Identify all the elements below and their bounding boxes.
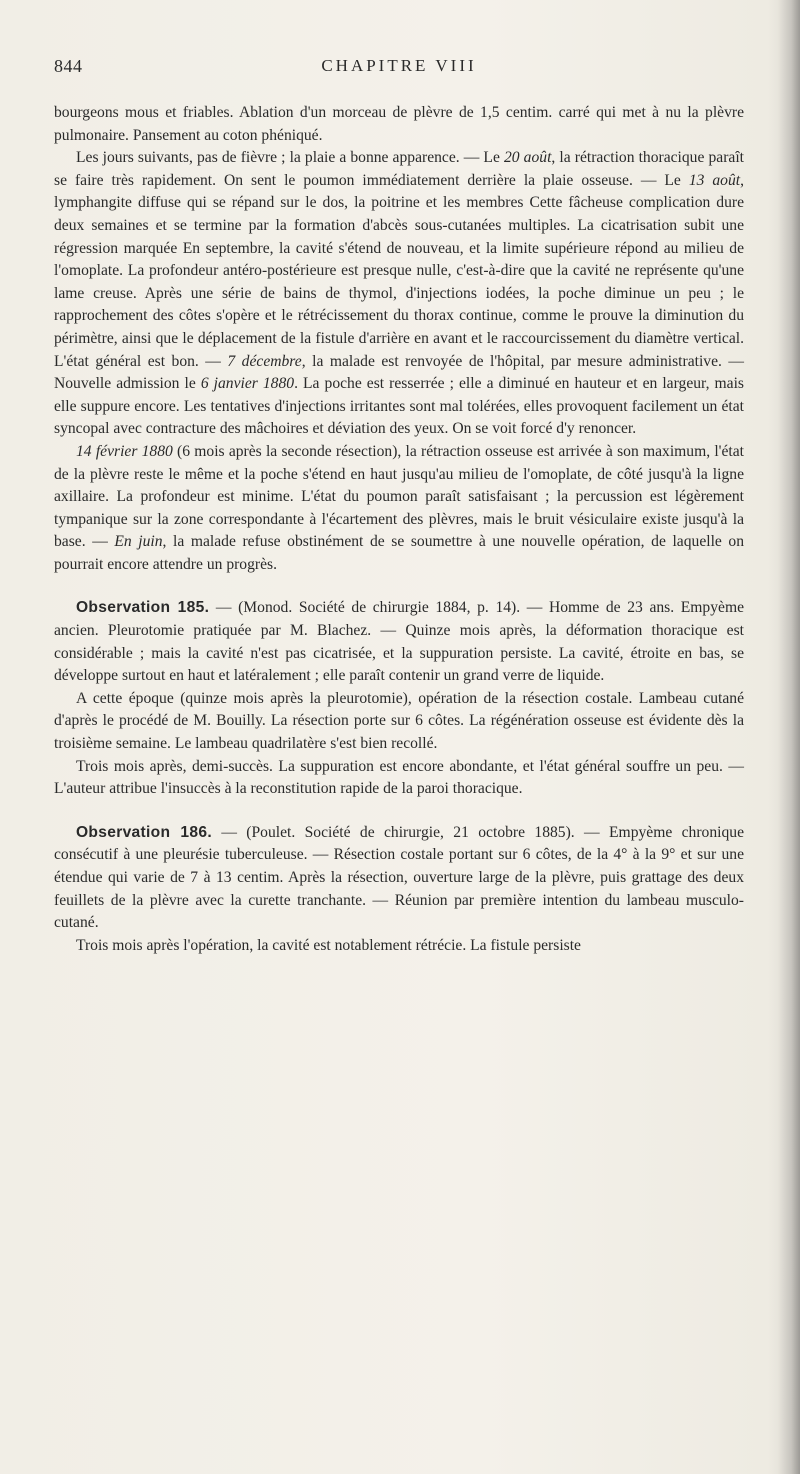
text-run: A cette époque (quinze mois après la pleurotomie), opération de la résection costale. Lambeau cutané d'après le procédé de M. Bouilly. La résection porte sur 6 côtes. La régénération osseuse est évidente dès la troisième semaine. Le lambeau quadrilatère s'est bien recollé. [54, 689, 744, 753]
paragraph [54, 102, 744, 147]
running-head: CHAPITRE VIII [321, 56, 477, 75]
observation-title: Observation 186. [76, 823, 212, 841]
text-run: , la malade est renvoyée de l'hôpital, par mesure administrative. — Nouvelle admission le [54, 352, 744, 393]
paragraph [54, 441, 744, 577]
italic-date: 20 août [503, 149, 552, 167]
text-run: — (Poulet. Société de chirurgie, 21 octobre 1885). — Empyème chronique consécutif à une pleurésie tuberculeuse. — Résection costale portant sur 6 côtes, de la 4° à la 9° et sur une étendue qui varie de 7 à 13 centim. Après la résection, ouverture large de la plèvre, puis grattage des deux feuillets de la plèvre avec la curette tranchante. — Réunion par première intention du lambeau musculo-cutané. [54, 823, 744, 932]
italic-date: 7 décembre [227, 352, 302, 370]
text-run: bourgeons mous et friables. Ablation d'un morceau de plèvre de 1,5 centim. carré qui met à nu la plèvre pulmonaire. Pansement au coton phéniqué. [54, 104, 744, 144]
text-run: (6 mois après la seconde résection), la rétraction osseuse est arrivée à son maximum, l'état de la plèvre reste le même et la poche s'étend en haut jusqu'au milieu de l'omoplate, de côté jusqu'à la ligne axillaire. La profondeur est minime. L'état du poumon paraît satisfaisant ; la percussion est légèrement tympanique sur la zone correspondante à l'écartement des plèvres, mais le bruit vésiculaire existe jusqu'à la base. — [54, 442, 744, 551]
page-number: 844 [54, 56, 83, 76]
page-edge-shadow [778, 0, 800, 1474]
body-text [54, 102, 744, 957]
paragraph [54, 756, 744, 801]
text-run: , la malade refuse obstinément de se soumettre à une nouvelle opération, de laquelle on pourrait encore attendre un progrès. [54, 533, 745, 573]
italic-date: 13 août [688, 171, 741, 189]
text-run: — (Monod. Société de chirurgie 1884, p. 14). — Homme de 23 ans. Empyème ancien. Pleurotomie pratiquée par M. Blachez. — Quinze mois après, la déformation thoracique est considérable ; mais la cavité n'est pas cicatrisée, et la suppuration persiste. La cavité, étroite en bas, se développe surtout en haut et latéralement ; elle paraît contenir un grand verre de liquide. [54, 599, 744, 685]
observation-paragraph [54, 822, 744, 935]
observation-title: Observation 185. [76, 599, 210, 617]
italic-date: 6 janvier 1880 [200, 375, 295, 393]
paragraph [54, 688, 744, 756]
text-run: Trois mois après, demi-succès. La suppuration est encore abondante, et l'état général souffre un peu. — L'auteur attribue l'insuccès à la reconstitution rapide de la paroi thoracique. [54, 757, 744, 798]
observation-paragraph [54, 597, 744, 687]
text-run: . La poche est resserrée ; elle a diminué en hauteur et en largeur, mais elle suppure encore. Les tentatives d'injections irritantes sont mal tolérées, elles provoquent facilement un état syncopal avec contracture des mâchoires et déviation des yeux. On se voit forcé d'y renoncer. [54, 375, 745, 438]
text-run: , lymphangite diffuse qui se répand sur le dos, la poitrine et les membres Cette fâcheuse complication dure deux semaines et se termine par la formation d'abcès sous-cutanées multiples. La cicatrisation subit une régression marquée En septembre, la cavité s'étend de nouveau, et la limite supérieure répond au milieu de l'omoplate. La profondeur antéro-postérieure est presque nulle, c'est-à-dire que la cavité ne représente qu'une lame creuse. Après une série de bains de thymol, d'injections iodées, la poche diminue un peu ; le rapprochement des côtes s'opère et le rétrécissement du thorax continue, comme le prouve la diminution du périmètre, ainsi que le déplacement de la fistule d'arrière en avant et le raccourcissement du diamètre vertical. L'état général est bon. — [54, 171, 745, 370]
text-run: Les jours suivants, pas de fièvre ; la plaie a bonne apparence. — Le [76, 149, 504, 167]
italic-date: 14 février 1880 [76, 442, 173, 460]
text-run: Trois mois après l'opération, la cavité est notablement rétrécie. La fistule persiste [76, 936, 581, 954]
text-run: , la rétraction thoracique paraît se faire très rapidement. On sent le poumon immédiatement derrière la plaie osseuse. — Le [54, 149, 744, 189]
paragraph [54, 935, 744, 958]
italic-date: En juin [114, 533, 163, 551]
page-header [54, 56, 744, 80]
paragraph [54, 147, 744, 441]
